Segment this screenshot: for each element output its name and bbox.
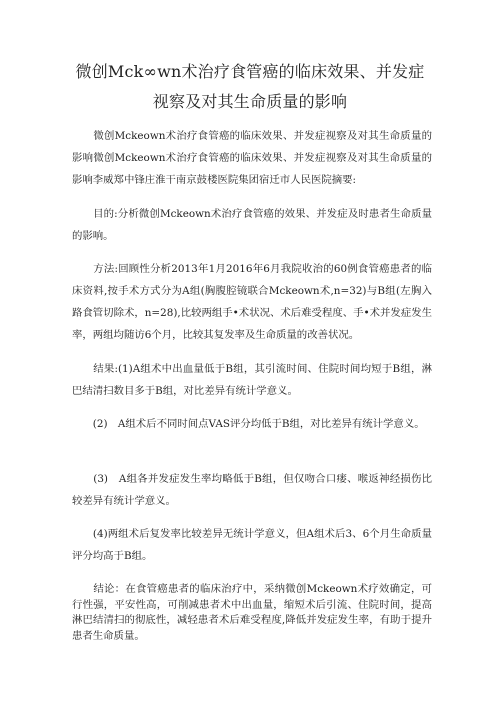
conclusion-paragraph: 结论：在食管癌患者的临床治疗中，采纳微创Mckeown术疗效确定，可行性强，平安性高，可削减患者术中出血量，缩短术后引流、住院时间，提高淋巴结清扫的彻底性，减轻患者术后难受程度,降低并发症发生率，有助于提升患者生命质量。 [72, 583, 432, 642]
objective-paragraph: 目的:分析微创Mckeown术治疗食管癌的效果、并发症及时患者生命质量的影响。 [72, 208, 432, 242]
document-title-line-2: 视察及对其生命质量的影响 [152, 92, 348, 111]
methods-paragraph: 方法:回顾性分析2013年1月2016年6月我院收治的60例食管癌患者的临床资料,按手术方式分为A组(胸腹腔镜联合Mckeown术,n=32)与B组(左胸入路食管切除术，n=28),比较两组手•术状况、术后难受程度、手•术并发症发生率，两组均随访6个月，比较其复发率及生命质量的改善状况。 [72, 263, 432, 341]
results-paragraph-4: (4)两组术后复发率比较差异无统计学意义，但A组术后3、6个月生命质量评分均高于B组。 [72, 528, 432, 562]
results-paragraph-3: (3) A组各并发症发生率均略低于B组，但仅吻合口瘘、喉返神经损伤比较差异有统计学意义。 [72, 473, 432, 507]
intro-paragraph: 微创Mckeown术治疗食管癌的临床效果、并发症视察及对其生命质量的影响微创Mckeown术治疗食管癌的临床效果、并发症视察及对其生命质量的影响李威郑中锋庄淮干南京鼓楼医院集团宿迁市人民医院摘要: [72, 130, 432, 186]
results-paragraph-1: 结果:(1)A组术中出血量低于B组，其引流时间、住院时间均短于B组，淋巴结清扫数目多于B组，对比差异有统计学意义。 [72, 363, 432, 397]
results-paragraph-2: (2) A组术后不同时间点VAS评分均低于B组，对比差异有统计学意义。 [72, 418, 425, 430]
document-title-line-1: 微创Mck∞wn术治疗食管癌的临床效果、并发症 [75, 62, 425, 81]
